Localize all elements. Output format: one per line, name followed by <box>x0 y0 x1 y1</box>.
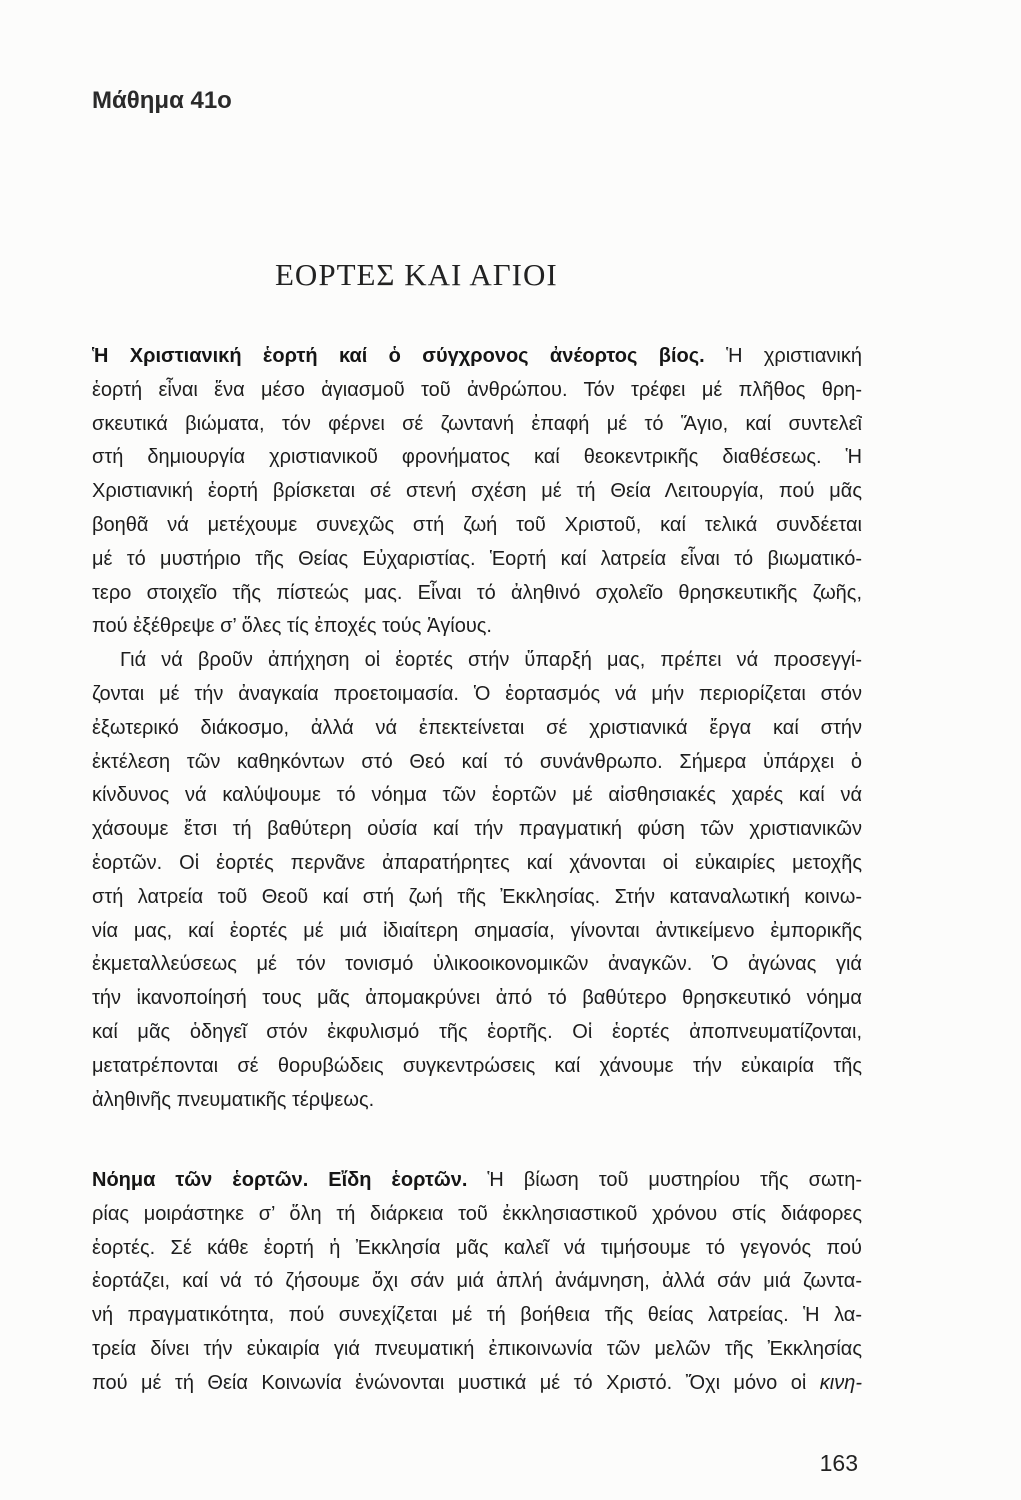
paragraph-line: νή πραγματικότητα, πού συνεχίζεται μέ τή βοήθεια τῆς θείας λατρείας. Ἡ λα- <box>92 1304 862 1327</box>
paragraph-line: μέ τό μυστήριο τῆς Θείας Εὐχαριστίας. Ἑορτή καί λατρεία εἶναι τό βιωματικό- <box>92 547 862 570</box>
text-segment: πού μέ τή Θεία Κοινωνία ἑνώνονται μυστικά μέ τό Χριστό. Ὄχι μόνο οἱ <box>92 1371 807 1394</box>
paragraph-line: ἐξωτερικό διάκοσμο, ἀλλά νά ἐπεκτείνεται σέ χριστιανικά ἔργα καί στήν <box>92 716 862 739</box>
paragraph-line <box>92 1164 862 1198</box>
paragraph-line: Χριστιανική ἑορτή βρίσκεται σέ στενή σχέση μέ τή Θεία Λειτουργία, πού μᾶς <box>92 480 862 503</box>
paragraph-line: ἑορτῶν. Οἱ ἑορτές περνᾶνε ἀπαρατήρητες καί χάνονται οἱ εὐκαιρίες μετοχῆς <box>92 851 862 874</box>
paragraph-line <box>92 340 862 374</box>
page-number: 163 <box>819 1450 858 1476</box>
paragraph-line: Γιά νά βροῦν ἀπήχηση οἱ ἑορτές στήν ὕπαρξή μας, πρέπει νά προσεγγί- <box>120 649 862 672</box>
paragraph-line: μετατρέπονται σέ θορυβώδεις συγκεντρώσεις καί χάνουμε τήν εὐκαιρία τῆς <box>92 1054 862 1077</box>
paragraph-line: ἐκτέλεση τῶν καθηκόντων στό Θεό καί τό συνάνθρωπο. Σήμερα ὑπάρχει ὁ <box>92 750 862 773</box>
paragraph-line: σκευτικά βιώματα, τόν φέρνει σέ ζωντανή ἐπαφή μέ τό Ἅγιο, καί συντελεῖ <box>92 412 862 435</box>
paragraph-line: καί μᾶς ὁδηγεῖ στόν ἐκφυλισμό τῆς ἑορτῆς. Οἱ ἑορτές ἀποπνευματίζονται, <box>92 1020 862 1043</box>
paragraph-line: ζονται μέ τήν ἀναγκαία προετοιμασία. Ὁ ἑορτασμός νά μήν περιορίζεται στόν <box>92 682 862 705</box>
chapter-title: ΕΟΡΤΕΣ ΚΑΙ ΑΓΙΟΙ <box>275 257 558 292</box>
italic-continuation: κινη- <box>819 1371 862 1394</box>
paragraph-line: ἑορτή εἶναι ἕνα μέσο ἁγιασμοῦ τοῦ ἀνθρώπου. Τόν τρέφει μέ πλῆθος θρη- <box>92 378 862 401</box>
section-heading: Ἡ Χριστιανική ἑορτή καί ὁ σύγχρονος ἀνέορτος βίος. <box>92 345 705 367</box>
paragraph-line: ἐκμεταλλεύσεως μέ τόν τονισμό ὑλικοοικονομικῶν ἀναγκῶν. Ὁ ἀγώνας γιά <box>92 953 862 976</box>
paragraph-line: τήν ἱκανοποίησή τους μᾶς ἀπομακρύνει ἀπό τό βαθύτερο θρησκευτικό νόημα <box>92 987 862 1010</box>
paragraph-line: βοηθᾶ νά μετέχουμε συνεχῶς στή ζωή τοῦ Χριστοῦ, καί τελικά συνδέεται <box>92 513 862 536</box>
text-block-section-2 <box>92 1164 862 1401</box>
text-block-main <box>92 340 862 1117</box>
paragraph-line: πού ἐξέθρεψε σ’ ὅλες τίς ἐποχές τούς Ἁγίους. <box>92 615 492 638</box>
text-segment: Ἡ χριστιανική <box>726 345 862 367</box>
paragraph-line: κίνδυνος νά καλύψουμε τό νόημα τῶν ἑορτῶν μέ αἰσθησιακές χαρές καί νά <box>92 784 862 807</box>
text-segment: Ἡ βίωση τοῦ μυστηρίου τῆς σωτη- <box>487 1169 862 1191</box>
paragraph-line: τρεία δίνει τήν εὐκαιρία γιά πνευματική ἐπικοινωνία τῶν μελῶν τῆς Ἐκκλησίας <box>92 1337 862 1360</box>
paragraph-line: νία μας, καί ἑορτές μέ μιά ἰδιαίτερη σημασία, γίνονται ἀντικείμενο ἐμπορικῆς <box>92 919 862 942</box>
paragraph-line: ἀληθινῆς πνευματικῆς τέρψεως. <box>92 1088 375 1111</box>
paragraph-line: ἑορτές. Σέ κάθε ἑορτή ἡ Ἐκκλησία μᾶς καλεῖ νά τιμήσουμε τό γεγονός πού <box>92 1236 862 1259</box>
paragraph-line: στή λατρεία τοῦ Θεοῦ καί στή ζωή τῆς Ἐκκλησίας. Στήν καταναλωτική κοινω- <box>92 885 862 908</box>
paragraph-line <box>92 1367 862 1401</box>
paragraph-line: ρίας μοιράστηκε σ’ ὅλη τή διάρκεια τοῦ ἐκκλησιαστικοῦ χρόνου στίς διάφορες <box>92 1202 862 1225</box>
paragraph-line: στή δημιουργία χριστιανικοῦ φρονήματος καί θεοκεντρικῆς διαθέσεως. Ἡ <box>92 446 862 469</box>
paragraph-line: χάσουμε ἔτσι τή βαθύτερη οὐσία καί τήν πραγματική φύση τῶν χριστιανικῶν <box>92 818 862 841</box>
paragraph-line: ἑορτάζει, καί νά τό ζήσουμε ὄχι σάν μιά ἁπλή ἀνάμνηση, ἀλλά σάν μιά ζωντα- <box>92 1270 862 1293</box>
paragraph-line: τερο στοιχεῖο τῆς πίστεώς μας. Εἶναι τό ἀληθινό σχολεῖο θρησκευτικῆς ζωῆς, <box>92 581 862 604</box>
section-heading: Νόημα τῶν ἑορτῶν. Εἴδη ἑορτῶν. <box>92 1169 468 1191</box>
lesson-label: Μάθημα 41ο <box>92 87 232 114</box>
